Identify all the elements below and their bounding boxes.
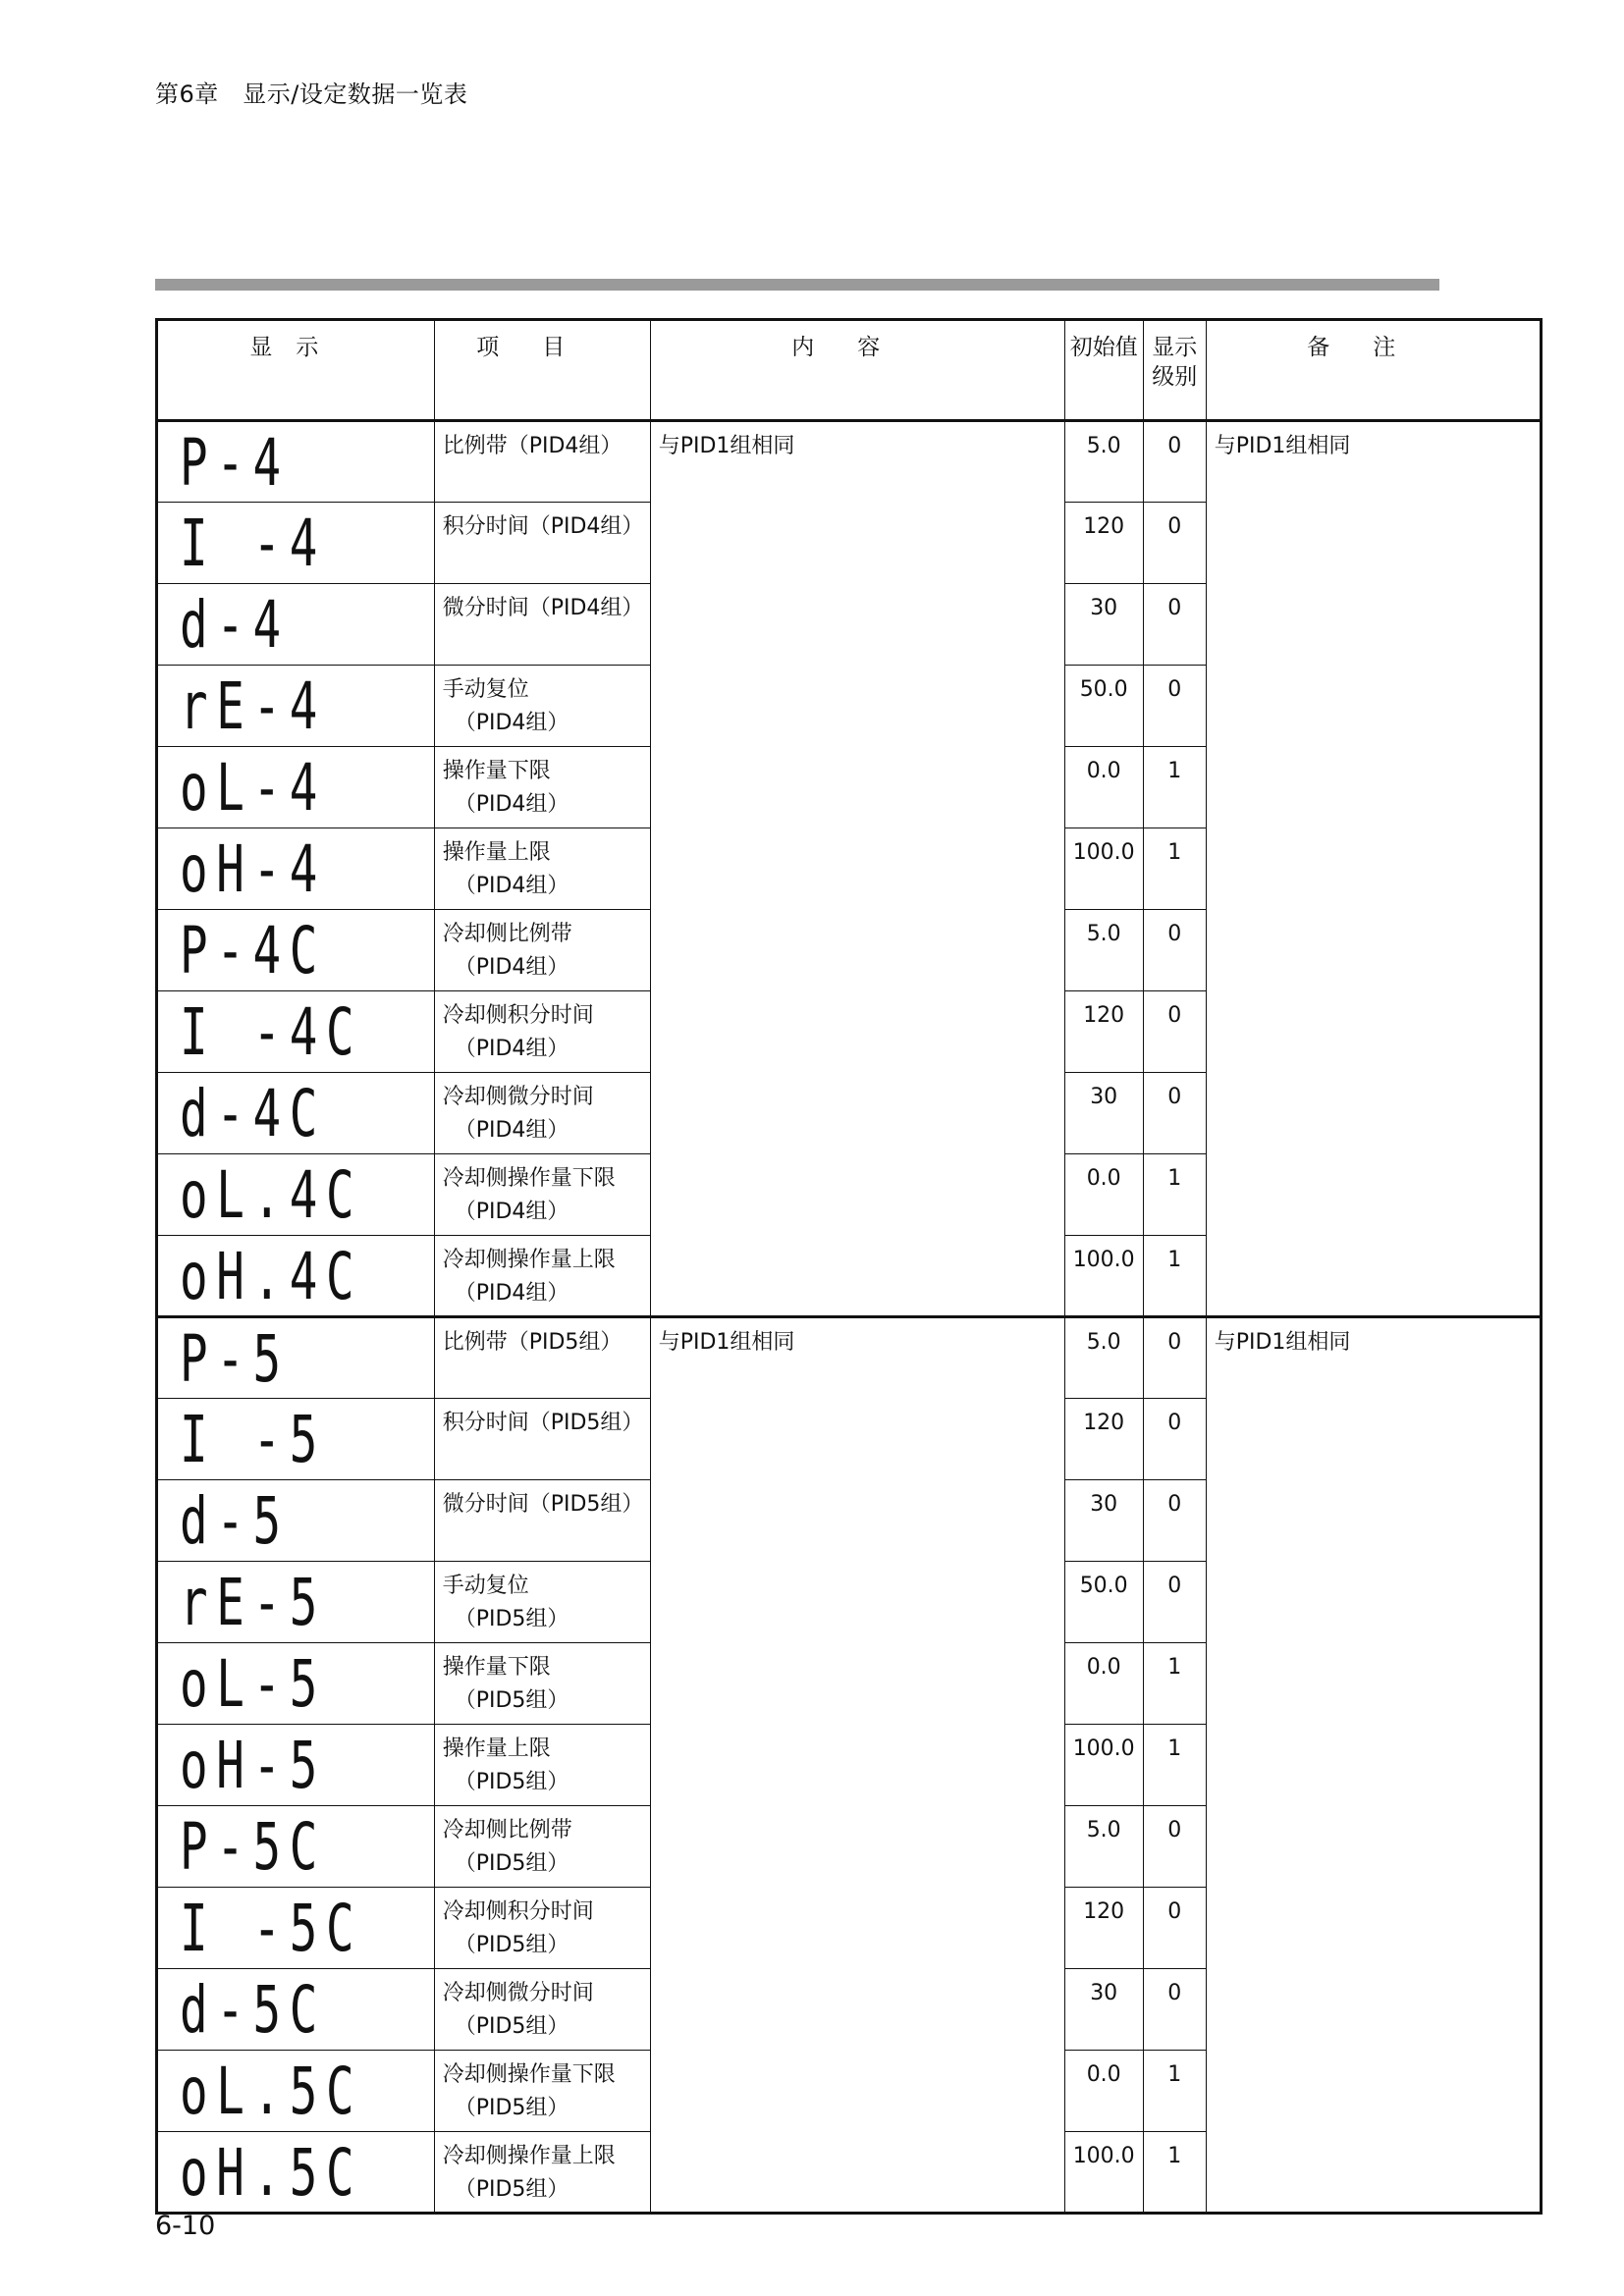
display-level-cell: 1: [1143, 1643, 1206, 1725]
item-group-label: （PID5组）: [454, 1851, 569, 1876]
segment-display-code: P-4: [180, 424, 290, 501]
table-row: [157, 421, 1542, 503]
display-level-cell: 1: [1143, 1725, 1206, 1806]
item-name: 冷却侧积分时间: [442, 1003, 594, 1028]
item-name: 冷却侧比例带: [442, 1818, 572, 1842]
item-group-label: （PID5组）: [454, 1770, 569, 1794]
item-cell: [434, 1480, 650, 1562]
item-group-label: （PID5组）: [454, 2177, 569, 2202]
item-name: 手动复位: [442, 1574, 529, 1598]
item-cell: [434, 1725, 650, 1806]
item-cell: [434, 584, 650, 666]
segment-display-code: d-5: [180, 1483, 290, 1559]
initial-value-cell: 30: [1064, 1480, 1143, 1562]
note-cell: 与PID1组相同: [1206, 421, 1541, 1317]
item-group-label: （PID4组）: [454, 1118, 569, 1143]
segment-display-code: oL.4C: [180, 1157, 363, 1233]
segment-display-code: P-4C: [180, 913, 327, 988]
item-cell: [434, 503, 650, 584]
item-name: 积分时间（PID4组）: [442, 514, 644, 539]
display-level-cell: 0: [1143, 910, 1206, 991]
item-group-label: （PID4组）: [454, 955, 569, 980]
display-level-cell: 0: [1143, 1399, 1206, 1480]
display-level-cell: 1: [1143, 828, 1206, 910]
item-cell: [434, 747, 650, 828]
item-cell: [434, 421, 650, 503]
display-level-cell: 0: [1143, 1562, 1206, 1643]
item-group-label: （PID4组）: [454, 792, 569, 817]
display-code-cell: [157, 2132, 435, 2214]
initial-value-cell: 5.0: [1064, 1317, 1143, 1399]
segment-display-code: oL-4: [180, 750, 327, 826]
display-level-cell: 1: [1143, 1236, 1206, 1317]
segment-display-code: d-4: [180, 587, 290, 663]
segment-display-code: oL.5C: [180, 2054, 363, 2129]
display-code-cell: [157, 1643, 435, 1725]
display-level-cell: 0: [1143, 1317, 1206, 1399]
segment-display-code: oH-4: [180, 831, 327, 907]
display-level-cell: 0: [1143, 503, 1206, 584]
display-code-cell: [157, 1969, 435, 2051]
page-number: 6-10: [155, 2211, 216, 2241]
item-group-label: （PID4组）: [454, 1281, 569, 1306]
item-cell: [434, 2051, 650, 2132]
segment-display-code: P-5: [180, 1320, 290, 1397]
segment-display-code: I -5C: [180, 1891, 363, 1966]
item-name: 冷却侧操作量上限: [442, 2144, 616, 2168]
display-level-cell: 0: [1143, 584, 1206, 666]
header-level: 显示 级别: [1143, 320, 1206, 421]
initial-value-cell: 120: [1064, 1399, 1143, 1480]
item-name: 操作量上限: [442, 1736, 551, 1761]
header-note: 备注: [1206, 320, 1541, 421]
item-cell: [434, 666, 650, 747]
table-header-row: [157, 320, 1542, 421]
item-name: 冷却侧微分时间: [442, 1085, 594, 1109]
header-divider: [155, 279, 1439, 291]
item-name: 比例带（PID4组）: [442, 434, 623, 458]
segment-display-code: rE-4: [180, 668, 327, 744]
initial-value-cell: 0.0: [1064, 2051, 1143, 2132]
segment-display-code: oH-5: [180, 1728, 327, 1803]
item-group-label: （PID5组）: [454, 2014, 569, 2039]
note-cell: 与PID1组相同: [1206, 1317, 1541, 2214]
display-code-cell: [157, 1073, 435, 1154]
initial-value-cell: 5.0: [1064, 421, 1143, 503]
display-code-cell: [157, 1888, 435, 1969]
display-code-cell: [157, 910, 435, 991]
initial-value-cell: 5.0: [1064, 1806, 1143, 1888]
segment-display-code: rE-5: [180, 1565, 327, 1640]
header-initial: 初始值: [1064, 320, 1143, 421]
item-cell: [434, 1562, 650, 1643]
item-group-label: （PID5组）: [454, 2096, 569, 2120]
initial-value-cell: 0.0: [1064, 747, 1143, 828]
display-level-cell: 1: [1143, 1154, 1206, 1236]
initial-value-cell: 30: [1064, 1073, 1143, 1154]
display-level-cell: 1: [1143, 747, 1206, 828]
item-name: 操作量下限: [442, 1655, 551, 1680]
display-level-cell: 1: [1143, 2051, 1206, 2132]
item-cell: [434, 1888, 650, 1969]
initial-value-cell: 120: [1064, 1888, 1143, 1969]
display-level-cell: 0: [1143, 1806, 1206, 1888]
item-group-label: （PID4组）: [454, 1037, 569, 1061]
display-code-cell: [157, 1154, 435, 1236]
initial-value-cell: 50.0: [1064, 1562, 1143, 1643]
item-name: 手动复位: [442, 677, 529, 702]
item-cell: [434, 1073, 650, 1154]
item-name: 冷却侧操作量下限: [442, 2062, 616, 2087]
item-cell: [434, 1317, 650, 1399]
item-group-label: （PID5组）: [454, 1607, 569, 1631]
display-code-cell: [157, 1725, 435, 1806]
display-level-cell: 0: [1143, 991, 1206, 1073]
display-code-cell: [157, 1317, 435, 1399]
initial-value-cell: 30: [1064, 584, 1143, 666]
initial-value-cell: 30: [1064, 1969, 1143, 2051]
item-cell: [434, 1236, 650, 1317]
item-group-label: （PID4组）: [454, 1200, 569, 1224]
display-level-cell: 0: [1143, 1073, 1206, 1154]
item-cell: [434, 2132, 650, 2214]
display-level-cell: 0: [1143, 1480, 1206, 1562]
item-group-label: （PID4组）: [454, 711, 569, 735]
parameter-table: [155, 318, 1543, 2215]
display-code-cell: [157, 1236, 435, 1317]
segment-display-code: I -5: [180, 1402, 327, 1477]
item-name: 微分时间（PID4组）: [442, 596, 644, 620]
display-code-cell: [157, 584, 435, 666]
display-code-cell: [157, 503, 435, 584]
item-name: 微分时间（PID5组）: [442, 1492, 644, 1517]
content-cell: 与PID1组相同: [650, 1317, 1064, 2214]
item-name: 操作量下限: [442, 759, 551, 783]
display-level-cell: 1: [1143, 2132, 1206, 2214]
content-cell: 与PID1组相同: [650, 421, 1064, 1317]
display-code-cell: [157, 666, 435, 747]
display-code-cell: [157, 828, 435, 910]
initial-value-cell: 50.0: [1064, 666, 1143, 747]
header-display: 显示: [157, 320, 435, 421]
display-level-cell: 0: [1143, 1969, 1206, 2051]
initial-value-cell: 0.0: [1064, 1643, 1143, 1725]
display-code-cell: [157, 1399, 435, 1480]
item-name: 冷却侧操作量上限: [442, 1248, 616, 1272]
display-level-cell: 0: [1143, 666, 1206, 747]
item-cell: [434, 828, 650, 910]
display-code-cell: [157, 421, 435, 503]
item-name: 操作量上限: [442, 840, 551, 865]
segment-display-code: P-5C: [180, 1809, 327, 1885]
item-name: 比例带（PID5组）: [442, 1330, 623, 1355]
item-cell: [434, 1643, 650, 1725]
chapter-header: 第6章 显示/设定数据一览表: [155, 80, 468, 108]
segment-display-code: d-5C: [180, 1972, 327, 2048]
segment-display-code: oH.5C: [180, 2134, 363, 2211]
item-group-label: （PID4组）: [454, 874, 569, 898]
display-code-cell: [157, 991, 435, 1073]
table-row: [157, 1317, 1542, 1399]
initial-value-cell: 120: [1064, 503, 1143, 584]
display-level-cell: 0: [1143, 1888, 1206, 1969]
display-code-cell: [157, 2051, 435, 2132]
item-cell: [434, 1806, 650, 1888]
initial-value-cell: 0.0: [1064, 1154, 1143, 1236]
item-group-label: （PID5组）: [454, 1933, 569, 1957]
item-name: 冷却侧操作量下限: [442, 1166, 616, 1191]
initial-value-cell: 100.0: [1064, 828, 1143, 910]
item-name: 冷却侧比例带: [442, 922, 572, 946]
item-name: 冷却侧积分时间: [442, 1899, 594, 1924]
segment-display-code: oH.4C: [180, 1238, 363, 1314]
display-code-cell: [157, 1562, 435, 1643]
initial-value-cell: 120: [1064, 991, 1143, 1073]
segment-display-code: d-4C: [180, 1076, 327, 1151]
initial-value-cell: 5.0: [1064, 910, 1143, 991]
item-name: 冷却侧微分时间: [442, 1981, 594, 2005]
display-code-cell: [157, 747, 435, 828]
item-group-label: （PID5组）: [454, 1688, 569, 1713]
item-name: 积分时间（PID5组）: [442, 1411, 644, 1435]
header-content: 内容: [650, 320, 1064, 421]
display-code-cell: [157, 1806, 435, 1888]
item-cell: [434, 991, 650, 1073]
initial-value-cell: 100.0: [1064, 1236, 1143, 1317]
item-cell: [434, 1399, 650, 1480]
display-code-cell: [157, 1480, 435, 1562]
segment-display-code: I -4C: [180, 994, 363, 1070]
initial-value-cell: 100.0: [1064, 2132, 1143, 2214]
initial-value-cell: 100.0: [1064, 1725, 1143, 1806]
segment-display-code: oL-5: [180, 1646, 327, 1722]
segment-display-code: I -4: [180, 506, 327, 581]
display-level-cell: 0: [1143, 421, 1206, 503]
item-cell: [434, 1969, 650, 2051]
item-cell: [434, 910, 650, 991]
header-item: 项目: [434, 320, 650, 421]
item-cell: [434, 1154, 650, 1236]
